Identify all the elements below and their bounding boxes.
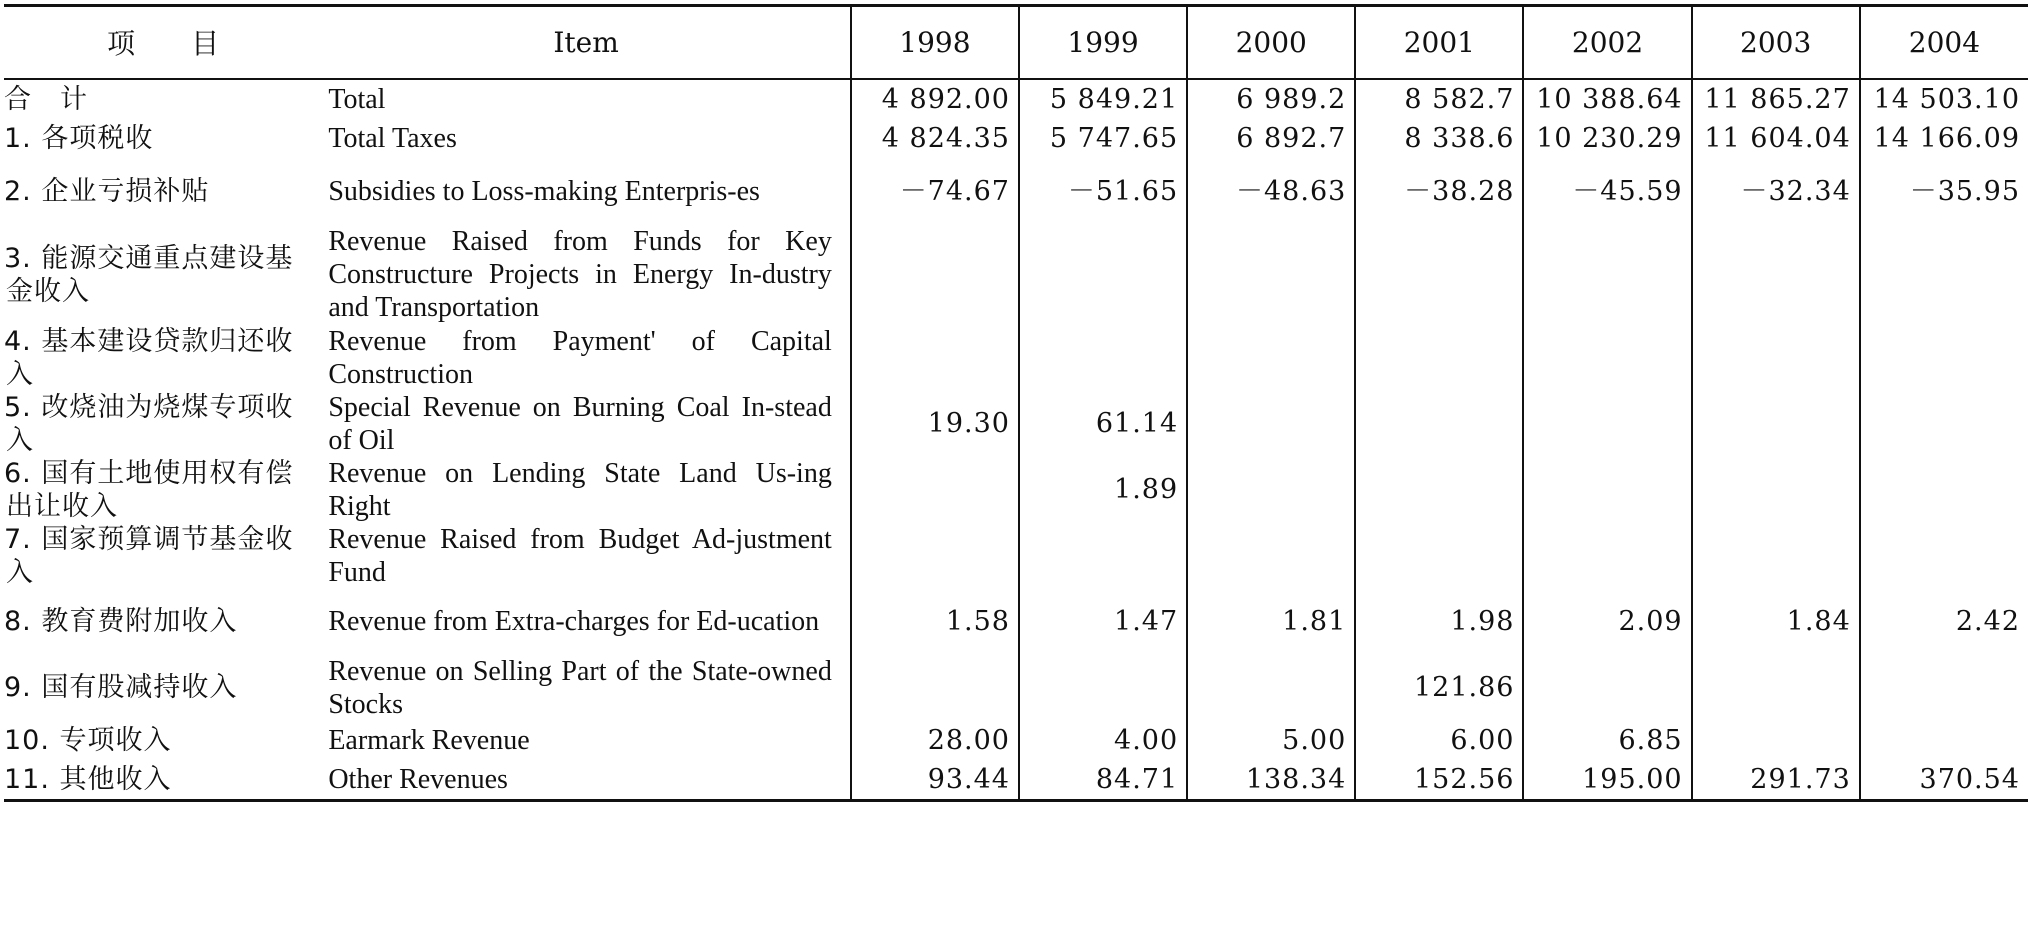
value-cell: 4 824.35 <box>851 119 1019 159</box>
row-label-en: Revenue on Selling Part of the State-owned Stocks <box>328 655 832 720</box>
header-year: 1999 <box>1019 6 1187 79</box>
value-cell <box>1187 391 1355 457</box>
value-cell: 1.98 <box>1355 589 1523 655</box>
table-row <box>4 589 2028 655</box>
value-cell <box>1019 325 1187 391</box>
value-cell <box>1860 225 2028 325</box>
revenue-table-container <box>4 4 2028 802</box>
row-label-zh: 7. 国家预算调节基金收入 <box>4 523 294 588</box>
value-cell: 14 503.10 <box>1860 79 2028 119</box>
table-row <box>4 119 2028 159</box>
value-cell: 5 747.65 <box>1019 119 1187 159</box>
value-cell <box>1692 721 1860 761</box>
value-cell <box>1187 325 1355 391</box>
row-label-zh: 10. 专项收入 <box>4 725 172 756</box>
value-cell: 6.00 <box>1355 721 1523 761</box>
value-cell: 291.73 <box>1692 761 1860 801</box>
value-cell <box>1692 391 1860 457</box>
value-cell <box>1692 225 1860 325</box>
row-label-en: Revenue Raised from Budget Ad-justment Fund <box>328 523 832 588</box>
value-cell: 8 338.6 <box>1355 119 1523 159</box>
header-year: 2002 <box>1523 6 1691 79</box>
value-cell: 4.00 <box>1019 721 1187 761</box>
value-cell: －51.65 <box>1019 159 1187 225</box>
value-cell <box>1860 325 2028 391</box>
value-cell: 5.00 <box>1187 721 1355 761</box>
value-cell <box>1019 225 1187 325</box>
value-cell <box>851 655 1019 721</box>
value-cell: －38.28 <box>1355 159 1523 225</box>
row-label-en: Special Revenue on Burning Coal In-stead of Oil <box>328 391 832 456</box>
value-cell <box>851 523 1019 589</box>
value-cell: 138.34 <box>1187 761 1355 801</box>
value-cell: 10 388.64 <box>1523 79 1691 119</box>
table-row <box>4 391 2028 457</box>
header-year: 2003 <box>1692 6 1860 79</box>
value-cell: 6 892.7 <box>1187 119 1355 159</box>
value-cell <box>1187 457 1355 523</box>
value-cell: －48.63 <box>1187 159 1355 225</box>
header-year: 2000 <box>1187 6 1355 79</box>
value-cell <box>1860 391 2028 457</box>
row-label-zh: 6. 国有土地使用权有偿出让收入 <box>4 457 294 522</box>
value-cell: 2.09 <box>1523 589 1691 655</box>
header-row <box>4 6 2028 79</box>
value-cell: 1.81 <box>1187 589 1355 655</box>
row-label-en: Earmark Revenue <box>328 725 530 756</box>
value-cell: 5 849.21 <box>1019 79 1187 119</box>
row-label-zh: 3. 能源交通重点建设基金收入 <box>4 242 294 307</box>
value-cell <box>1860 655 2028 721</box>
value-cell <box>1523 523 1691 589</box>
value-cell <box>1523 391 1691 457</box>
value-cell <box>1523 655 1691 721</box>
value-cell: 11 865.27 <box>1692 79 1860 119</box>
header-year: 2001 <box>1355 6 1523 79</box>
value-cell: 2.42 <box>1860 589 2028 655</box>
value-cell <box>1019 523 1187 589</box>
value-cell: 152.56 <box>1355 761 1523 801</box>
value-cell <box>1355 457 1523 523</box>
header-year: 2004 <box>1860 6 2028 79</box>
value-cell <box>1692 325 1860 391</box>
value-cell: 1.47 <box>1019 589 1187 655</box>
value-cell <box>1860 457 2028 523</box>
value-cell <box>1355 325 1523 391</box>
value-cell <box>1355 225 1523 325</box>
value-cell: 195.00 <box>1523 761 1691 801</box>
value-cell <box>1692 457 1860 523</box>
row-label-zh: 8. 教育费附加收入 <box>4 606 238 637</box>
value-cell: 84.71 <box>1019 761 1187 801</box>
value-cell: 28.00 <box>851 721 1019 761</box>
row-label-en: Total <box>328 83 386 115</box>
value-cell: －74.67 <box>851 159 1019 225</box>
table-row <box>4 761 2028 801</box>
value-cell <box>1355 391 1523 457</box>
row-label-zh: 2. 企业亏损补贴 <box>4 176 210 207</box>
value-cell: 61.14 <box>1019 391 1187 457</box>
value-cell: 6.85 <box>1523 721 1691 761</box>
value-cell: 370.54 <box>1860 761 2028 801</box>
value-cell: 1.58 <box>851 589 1019 655</box>
value-cell: 121.86 <box>1355 655 1523 721</box>
value-cell <box>1187 225 1355 325</box>
table-row <box>4 325 2028 391</box>
value-cell <box>851 457 1019 523</box>
value-cell <box>1692 655 1860 721</box>
value-cell: 14 166.09 <box>1860 119 2028 159</box>
row-label-en: Revenue Raised from Funds for Key Constructure Projects in Energy In-dustry and Transportation <box>328 226 832 323</box>
row-label-en: Revenue on Lending State Land Us-ing Right <box>328 457 832 522</box>
row-label-zh: 合 计 <box>4 83 88 115</box>
row-label-zh: 9. 国有股减持收入 <box>4 672 238 703</box>
revenue-table <box>4 4 2028 802</box>
value-cell: 1.89 <box>1019 457 1187 523</box>
row-label-zh: 4. 基本建设贷款归还收入 <box>4 325 294 390</box>
value-cell <box>1523 325 1691 391</box>
value-cell <box>1355 523 1523 589</box>
value-cell: 8 582.7 <box>1355 79 1523 119</box>
value-cell: 19.30 <box>851 391 1019 457</box>
header-item-zh: 项 目 <box>4 6 322 79</box>
header-year: 1998 <box>851 6 1019 79</box>
value-cell <box>1523 225 1691 325</box>
table-row <box>4 523 2028 589</box>
value-cell: 6 989.2 <box>1187 79 1355 119</box>
value-cell: 4 892.00 <box>851 79 1019 119</box>
row-label-en: Other Revenues <box>322 761 851 801</box>
value-cell <box>1692 523 1860 589</box>
value-cell: －35.95 <box>1860 159 2028 225</box>
table-row-total <box>4 79 2028 119</box>
row-label-zh: 11. 其他收入 <box>4 761 322 801</box>
row-label-en: Subsidies to Loss-making Enterpris-es <box>328 176 760 207</box>
value-cell <box>1019 655 1187 721</box>
value-cell <box>1523 457 1691 523</box>
value-cell <box>1860 721 2028 761</box>
value-cell: 1.84 <box>1692 589 1860 655</box>
value-cell: 11 604.04 <box>1692 119 1860 159</box>
table-row <box>4 159 2028 225</box>
table-row <box>4 457 2028 523</box>
value-cell: －32.34 <box>1692 159 1860 225</box>
row-label-zh: 1. 各项税收 <box>4 123 154 154</box>
header-item-en: Item <box>322 6 851 79</box>
value-cell <box>851 225 1019 325</box>
value-cell: 93.44 <box>851 761 1019 801</box>
row-label-en: Total Taxes <box>328 123 457 154</box>
table-row <box>4 225 2028 325</box>
value-cell: －45.59 <box>1523 159 1691 225</box>
value-cell <box>1860 523 2028 589</box>
value-cell <box>1187 523 1355 589</box>
row-label-en: Revenue from Extra-charges for Ed-ucation <box>328 606 820 637</box>
table-row <box>4 721 2028 761</box>
value-cell <box>851 325 1019 391</box>
value-cell <box>1187 655 1355 721</box>
row-label-en: Revenue from Payment' of Capital Construction <box>328 325 832 390</box>
value-cell: 10 230.29 <box>1523 119 1691 159</box>
table-row <box>4 655 2028 721</box>
row-label-zh: 5. 改烧油为烧煤专项收入 <box>4 391 294 456</box>
